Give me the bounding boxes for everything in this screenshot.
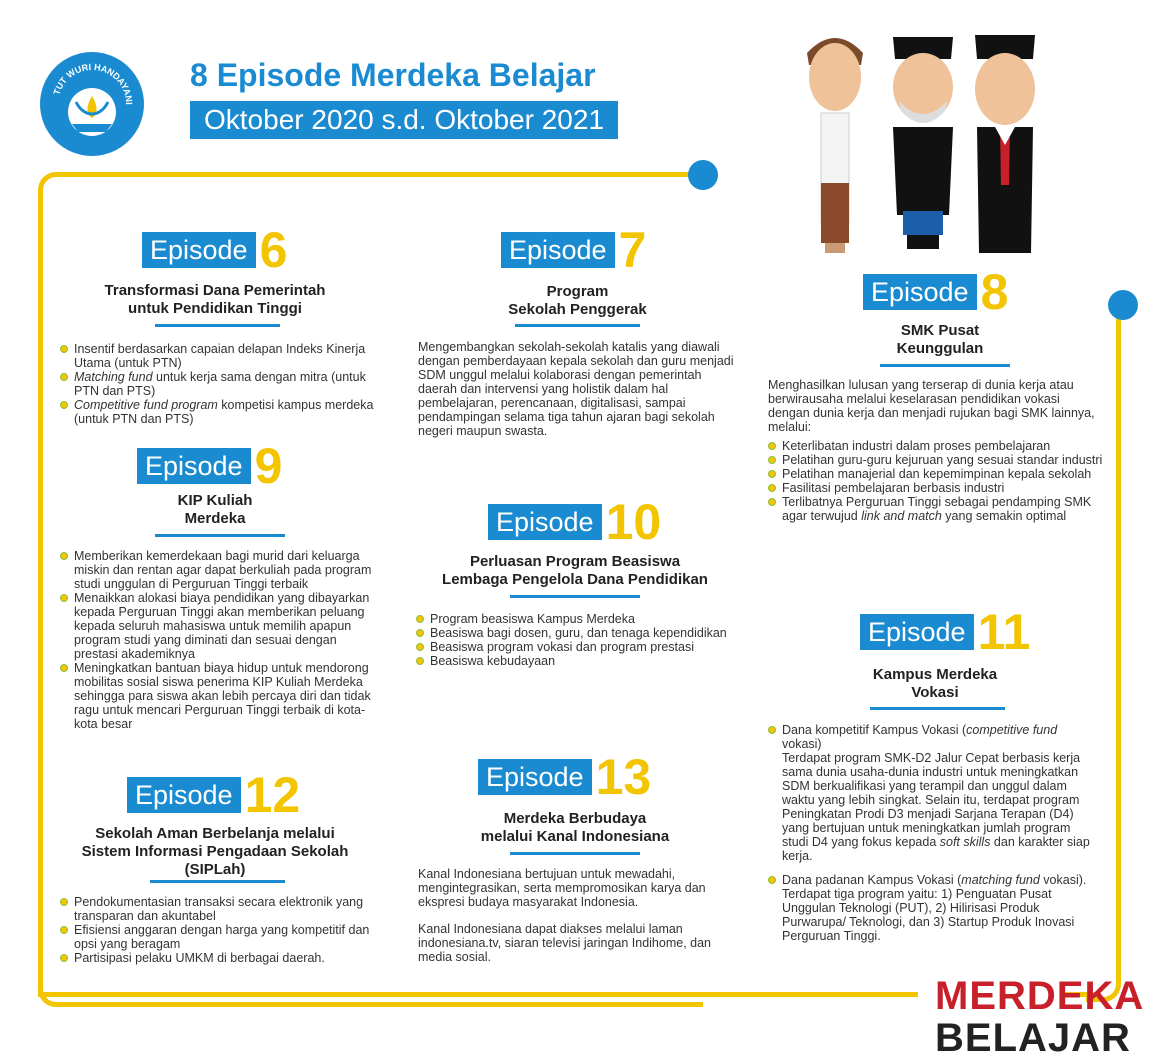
merdeka-belajar-logo — [935, 975, 1144, 1059]
title-line: Transformasi Dana Pemerintah — [104, 282, 326, 299]
episode-number: 7 — [618, 222, 647, 278]
episode-6-title — [60, 282, 370, 318]
title-line: Merdeka — [184, 510, 246, 527]
brand-line-2: BELAJAR — [935, 1016, 1131, 1060]
episode-label: Episode — [478, 759, 592, 795]
episode-label: Episode — [488, 504, 602, 540]
page-title: 8 Episode Merdeka Belajar — [190, 57, 596, 93]
episode-number: 8 — [980, 264, 1009, 320]
episode-13-text-1: Kanal Indonesiana bertujuan untuk mewadahi, mengintegrasikan, serta mempromosikan karya dan ekspresi budaya masyarakat Indonesia. — [418, 867, 706, 909]
list-item: Beasiswa program vokasi dan program prestasi — [416, 640, 736, 654]
episode-12-list — [60, 895, 375, 965]
figure-right — [975, 35, 1035, 253]
frame-bottom-right — [38, 992, 918, 997]
episode-10-title — [405, 553, 745, 589]
episode-label: Episode — [142, 232, 256, 268]
title-line: Lembaga Pengelola Dana Pendidikan — [442, 571, 708, 588]
tut-wuri-handayani-logo — [40, 52, 144, 156]
title-line: Kampus Merdeka — [872, 666, 998, 683]
episode-6-list — [60, 342, 375, 426]
episode-number: 6 — [259, 222, 288, 278]
episode-9-title — [60, 492, 370, 528]
episode-8-title — [785, 322, 1095, 358]
list-item: Program beasiswa Kampus Merdeka — [416, 612, 736, 626]
episode-13-title — [405, 810, 745, 846]
episode-7-underline — [515, 324, 640, 327]
episode-number: 11 — [977, 604, 1031, 660]
list-item: Pendokumentasian transaksi secara elektronik yang transparan dan akuntabel — [60, 895, 375, 923]
list-item: Keterlibatan industri dalam proses pembelajaran — [768, 439, 1103, 453]
episode-8-list — [768, 439, 1103, 523]
episode-number: 10 — [605, 494, 662, 550]
episode-label: Episode — [127, 777, 241, 813]
brand-line-1: MERDEKA — [935, 974, 1145, 1018]
svg-text:TUT WURI HANDAYANI: TUT WURI HANDAYANI — [51, 61, 135, 105]
episode-7-text: Mengembangkan sekolah-sekolah katalis yang diawali dengan pemberdayaan kepala sekolah dan guru menjadi SDM unggul melalui kolaborasi dengan pemerintah daerah dan intervensi yang holistik dalam hal pembelajaran, perencanaan, digitalisasi, sampai pendampingan selama tiga tahun ajaran bagi sekolah negeri maupun swasta. — [418, 340, 734, 438]
list-item: Dana padanan Kampus Vokasi (matching fund vokasi). Terdapat tiga program yaitu: 1) Penguatan Pusat Unggulan Teknologi (PUT), 2) Hilirisasi Produk Purwarupa/ Teknologi, dan 3) Startup Produk Inovasi Perguruan Tinggi. — [768, 873, 1098, 943]
title-line: Sistem Informasi Pengadaan Sekolah — [81, 843, 349, 860]
title-line: Keunggulan — [896, 340, 984, 357]
episode-8-text: Menghasilkan lulusan yang terserap di dunia kerja atau berwirausaha melalui keselarasan pendidikan vokasi dengan dunia kerja dan menjadi rujukan bagi SMK lainnya, melalui: — [768, 378, 1095, 434]
list-item: Competitive fund program kompetisi kampus merdeka (untuk PTN dan PTS) — [60, 398, 375, 426]
episode-11-underline — [870, 707, 1005, 710]
episode-10-underline — [510, 595, 640, 598]
episode-13-badge — [478, 749, 652, 805]
episode-10-list — [416, 612, 736, 668]
title-line: Sekolah Penggerak — [508, 301, 647, 318]
list-item: Matching fund untuk kerja sama dengan mitra (untuk PTN dan PTS) — [60, 370, 375, 398]
episode-6-underline — [155, 324, 280, 327]
episode-label: Episode — [137, 448, 251, 484]
list-item: Insentif berdasarkan capaian delapan Indeks Kinerja Utama (untuk PTN) — [60, 342, 375, 370]
episode-10-badge — [488, 494, 662, 550]
title-line: Merdeka Berbudaya — [503, 810, 647, 827]
episode-label: Episode — [860, 614, 974, 650]
officials-illustration — [795, 15, 1055, 260]
list-item: Memberikan kemerdekaan bagi murid dari keluarga miskin dan rentan agar dapat berkuliah pada program studi unggulan di Perguruan Tinggi terbaik — [60, 549, 380, 591]
episode-11-title — [780, 666, 1090, 702]
episode-9-underline — [155, 534, 285, 537]
title-line: Program — [546, 283, 609, 300]
title-line: KIP Kuliah — [177, 492, 253, 509]
list-item: Pelatihan guru-guru kejuruan yang sesuai standar industri — [768, 453, 1103, 467]
episode-13-underline — [510, 852, 640, 855]
episode-11-badge — [860, 604, 1031, 660]
list-item: Fasilitasi pembelajaran berbasis industri — [768, 481, 1103, 495]
episode-7-badge — [501, 222, 647, 278]
title-line: Perluasan Program Beasiswa — [469, 553, 681, 570]
list-item: Terlibatnya Perguruan Tinggi sebagai pendamping SMK agar terwujud link and match yang semakin optimal — [768, 495, 1103, 523]
episode-number: 13 — [595, 749, 652, 805]
list-item: Dana kompetitif Kampus Vokasi (competitive fund vokasi) Terdapat program SMK-D2 Jalur Cepat berbasis kerja sama dunia usaha-dunia industri untuk meningkatkan SDM berkualifikasi yang terampil dan unggul dalam waktu yang lebih singkat. Selain itu, terdapat program Peningkatan Prodi D3 menjadi Sarjana Terapan (D4) yang bertujuan untuk meningkatkan jumlah program studi D4 yang fokus kepada soft skills dan karakter siap kerja. — [768, 723, 1098, 863]
episode-12-badge — [127, 767, 301, 823]
list-item: Menaikkan alokasi biaya pendidikan yang dibayarkan kepada Perguruan Tinggi akan memberikan peluang kepada seluruh mahasiswa untuk memilih apapun program studi yang diminati dan sesuai dengan prestasi akademiknya — [60, 591, 380, 661]
list-item: Beasiswa bagi dosen, guru, dan tenaga kependidikan — [416, 626, 736, 640]
episode-6-badge — [142, 222, 288, 278]
episode-8-underline — [880, 364, 1010, 367]
title-line: Sekolah Aman Berbelanja melalui — [95, 825, 335, 842]
title-line: untuk Pendidikan Tinggi — [128, 300, 302, 317]
frame-dot-right — [1108, 290, 1138, 320]
episode-9-list — [60, 549, 380, 731]
episode-9-badge — [137, 438, 283, 494]
list-item: Partisipasi pelaku UMKM di berbagai daerah. — [60, 951, 375, 965]
title-line: SMK Pusat — [900, 322, 980, 339]
list-item: Efisiensi anggaran dengan harga yang kompetitif dan opsi yang beragam — [60, 923, 375, 951]
list-item: Meningkatkan bantuan biaya hidup untuk mendorong mobilitas sosial siswa penerima KIP Kuliah Merdeka sehingga para siswa akan lebih percaya diri dan tidak ragu untuk mencari Perguruan Tinggi terbaik di kota-kota besar — [60, 661, 380, 731]
frame-dot-top — [688, 160, 718, 190]
title-line: Vokasi — [911, 684, 959, 701]
episode-13-text-2: Kanal Indonesiana dapat diakses melalui laman indonesiana.tv, siaran televisi jaringan Indihome, dan media sosial. — [418, 922, 712, 964]
episode-label: Episode — [501, 232, 615, 268]
page-subtitle: Oktober 2020 s.d. Oktober 2021 — [190, 101, 618, 139]
figure-left — [807, 38, 863, 253]
episode-12-title — [55, 825, 375, 879]
episode-number: 12 — [244, 767, 301, 823]
figure-middle — [893, 37, 953, 249]
episode-number: 9 — [254, 438, 283, 494]
title-line: (SIPLah) — [184, 861, 246, 878]
list-item: Beasiswa kebudayaan — [416, 654, 736, 668]
title-line: melalui Kanal Indonesiana — [480, 828, 670, 845]
episode-7-title — [420, 283, 735, 319]
list-item: Pelatihan manajerial dan kepemimpinan kepala sekolah — [768, 467, 1103, 481]
episode-12-underline — [150, 880, 285, 883]
episode-label: Episode — [863, 274, 977, 310]
episode-8-badge — [863, 264, 1009, 320]
episode-11-list — [768, 723, 1098, 943]
